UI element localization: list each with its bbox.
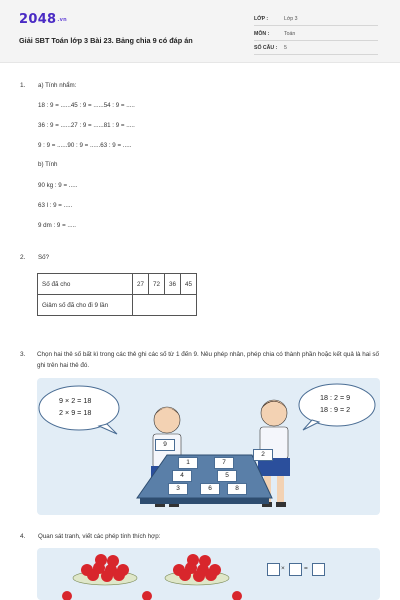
- document-title: Giải SBT Toán lớp 3 Bài 23. Bảng chia 9 có đáp án: [19, 36, 193, 45]
- header: [0, 0, 400, 63]
- q4-illustration: [37, 548, 380, 600]
- table-answer-cell: [133, 295, 197, 316]
- number-card: 5: [217, 470, 237, 482]
- logo-sub: .vn: [57, 16, 68, 23]
- number-card: 7: [214, 457, 234, 469]
- number-card: 6: [200, 483, 220, 495]
- table-cell: 27: [133, 274, 149, 295]
- logo-main: 2048: [19, 12, 57, 27]
- q1-row-3: 9 : 9 = ......90 : 9 = ......63 : 9 = .....: [38, 142, 132, 149]
- table-row-label: Giảm số đã cho đi 9 lần: [38, 295, 133, 316]
- q1-b-2: 63 l : 9 = .....: [38, 202, 73, 209]
- meta-value: Toán: [284, 31, 296, 37]
- right-bubble-line-2: 18 : 9 = 2: [320, 405, 351, 414]
- meta-key: MÔN :: [254, 31, 270, 37]
- question-2-number: 2.: [20, 254, 26, 261]
- number-card-held-left: 9: [155, 439, 175, 451]
- meta-question-count: [254, 43, 378, 55]
- table-row-label: Số đã cho: [38, 274, 133, 295]
- number-card: 3: [168, 483, 188, 495]
- q1-b-1: 90 kg : 9 = .....: [38, 182, 78, 189]
- table-row: [38, 295, 197, 316]
- meta-value: Lớp 3: [284, 16, 298, 22]
- apple-plates-art: [37, 548, 380, 600]
- table-cell: 72: [149, 274, 165, 295]
- question-3-number: 3.: [20, 351, 26, 358]
- question-1-number: 1.: [20, 82, 26, 89]
- number-card: 4: [172, 470, 192, 482]
- left-bubble-line-2: 2 × 9 = 18: [59, 408, 92, 417]
- q1-row-1: 18 : 9 = ......45 : 9 = ......54 : 9 = .....: [38, 102, 135, 109]
- multiply-sign: ×: [281, 565, 285, 572]
- meta-value: 5: [284, 45, 287, 51]
- q3-text: Chọn hai thẻ số bất kì trong các thẻ ghi các số từ 1 đến 9. Nêu phép nhân, phép chia có thành phần hoặc kết quả là hai số ghi trên hai thẻ đó.: [37, 351, 380, 369]
- answer-box-3[interactable]: [312, 563, 325, 576]
- left-bubble-line-1: 9 × 2 = 18: [59, 396, 92, 405]
- q3-illustration: [37, 378, 380, 515]
- number-card-held-right: 2: [253, 449, 273, 461]
- q4-text: Quan sát tranh, viết các phép tính thích hợp:: [38, 533, 161, 540]
- question-4-number: 4.: [20, 533, 26, 540]
- right-bubble-line-1: 18 : 2 = 9: [320, 393, 351, 402]
- table-cell: 45: [181, 274, 197, 295]
- q1-part-a-label: a) Tính nhẩm:: [38, 82, 77, 89]
- q1-b-3: 9 dm : 9 = .....: [38, 222, 77, 229]
- q1-part-b-label: b) Tính: [38, 161, 58, 168]
- meta-key: LỚP :: [254, 16, 269, 22]
- meta-subject: [254, 29, 378, 41]
- meta-key: SỐ CÂU :: [254, 45, 278, 51]
- meta-grade: [254, 14, 378, 26]
- site-logo[interactable]: [19, 12, 67, 27]
- table-row: [38, 274, 197, 295]
- table-cell: 36: [165, 274, 181, 295]
- answer-box-2[interactable]: [289, 563, 302, 576]
- number-card: 1: [178, 457, 198, 469]
- answer-box-1[interactable]: [267, 563, 280, 576]
- q1-row-2: 36 : 9 = ......27 : 9 = ......81 : 9 = .....: [38, 122, 135, 129]
- equals-sign: =: [304, 565, 308, 572]
- number-card: 8: [227, 483, 247, 495]
- q2-table: [37, 273, 197, 316]
- q2-label: Số?: [38, 254, 50, 261]
